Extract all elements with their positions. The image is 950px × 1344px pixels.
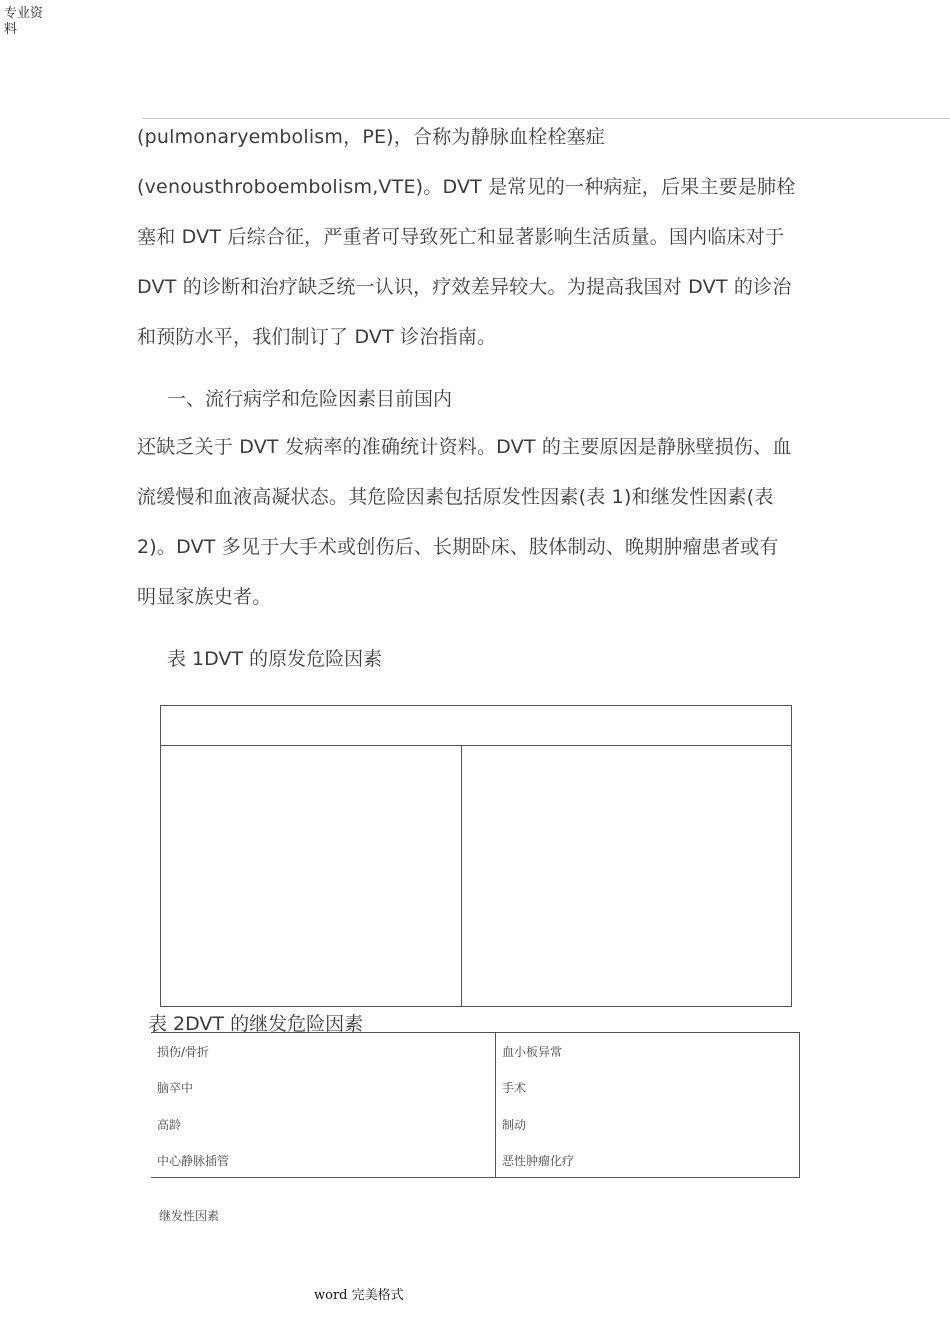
table2-column-divider	[495, 1033, 496, 1177]
table2	[151, 1032, 800, 1178]
section-line: 2)。DVT 多见于大手术或创伤后、长期卧床、肢体制动、晚期肿瘤患者或有	[137, 536, 779, 558]
table1-column-divider	[461, 746, 462, 1006]
table2-cell: 损伤/骨折	[157, 1045, 210, 1059]
corner-label: 专业资料	[4, 6, 44, 37]
table2-cell: 手术	[502, 1081, 527, 1095]
intro-line: 和预防水平，我们制订了 DVT 诊治指南。	[137, 326, 497, 348]
table2-cell: 中心静脉插管	[157, 1154, 230, 1168]
intro-paragraph	[137, 112, 817, 362]
table2-cell: 脑卒中	[157, 1081, 194, 1095]
table2-cell: 制动	[502, 1118, 527, 1132]
table1	[160, 705, 792, 1007]
section-paragraph	[137, 422, 817, 622]
table2-footnote: 继发性因素	[159, 1209, 220, 1223]
intro-line: (pulmonaryembolism，PE)，合称为静脉血栓栓塞症	[137, 126, 605, 148]
table2-cell: 血小板异常	[502, 1045, 563, 1059]
table1-caption: 表 1DVT 的原发危险因素	[167, 648, 383, 670]
table2-cell: 恶性肿瘤化疗	[502, 1154, 575, 1168]
section-line: 还缺乏关于 DVT 发病率的准确统计资料。DVT 的主要原因是静脉壁损伤、血	[137, 436, 792, 458]
intro-line: 塞和 DVT 后综合征，严重者可导致死亡和显著影响生活质量。国内临床对于	[137, 226, 785, 248]
section-line: 流缓慢和血液高凝状态。其危险因素包括原发性因素(表 1)和继发性因素(表	[137, 486, 774, 508]
intro-line: (venousthroboembolism,VTE)。DVT 是常见的一种病症，后果主要是肺栓	[137, 176, 796, 198]
table2-cell: 高龄	[157, 1118, 182, 1132]
page-footer: word 完美格式	[314, 1288, 404, 1303]
section-line: 明显家族史者。	[137, 586, 272, 608]
table2-caption: 表 2DVT 的继发危险因素	[148, 1013, 364, 1035]
section-heading: 一、流行病学和危险因素目前国内	[167, 388, 453, 410]
table1-header-row	[161, 706, 791, 746]
intro-line: DVT 的诊断和治疗缺乏统一认识，疗效差异较大。为提高我国对 DVT 的诊治	[137, 276, 792, 298]
